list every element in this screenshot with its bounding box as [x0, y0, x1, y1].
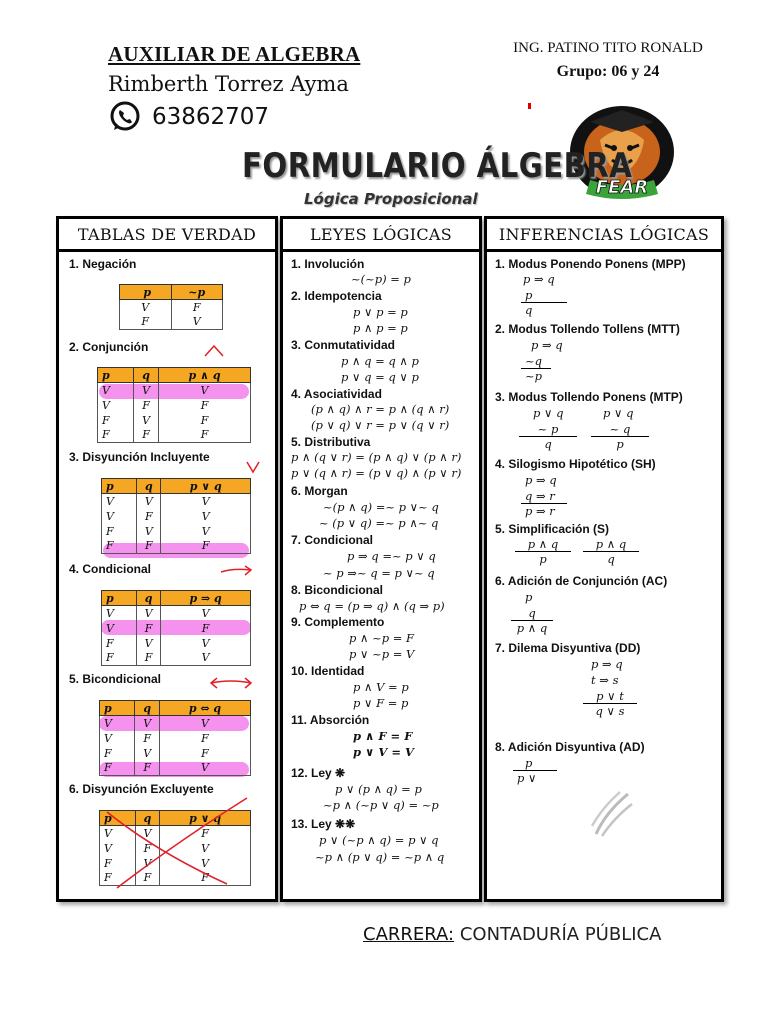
page-subtitle: Lógica Proposicional	[304, 190, 478, 208]
table-header: q	[136, 591, 160, 606]
fraction	[521, 489, 567, 518]
annotation-arrow	[219, 564, 255, 578]
conclusion: q	[521, 302, 567, 317]
formula: p ∨ (p ∧ q) = p	[335, 782, 422, 796]
contact-row	[108, 100, 408, 134]
inference-conjunction-addition: 6. Adición de Conjunción (AC)	[495, 574, 668, 588]
conditional-table	[101, 590, 251, 666]
table-cell: V	[136, 636, 160, 651]
formula: p ∨ q	[603, 406, 634, 420]
formula: ~ (p ∨ q) =~ p ∧~ q	[319, 516, 439, 530]
table-header: p ∨ q	[160, 811, 251, 826]
table-cell: F	[160, 871, 251, 886]
table-cell: F	[135, 871, 160, 886]
table-header: p	[102, 591, 137, 606]
premise: p ∨ t	[596, 689, 624, 703]
table-cell: V	[136, 606, 160, 621]
premise: p ∧ q	[527, 537, 559, 551]
formula: p ∨ q = q ∨ p	[341, 370, 419, 384]
table-cell: V	[98, 398, 134, 413]
table-header: p ∨ q	[161, 479, 251, 494]
formula: ~(p ∧ q) =~ p ∨~ q	[323, 500, 439, 514]
table-cell: V	[137, 494, 161, 509]
fraction	[513, 756, 557, 785]
instructor-name: ING. PATINO TITO RONALD	[513, 40, 703, 56]
formula: p ∨ (q ∧ r) = (p ∨ q) ∧ (p ∨ r)	[291, 466, 462, 480]
inference-simplification: 5. Simplificación (S)	[495, 522, 610, 536]
formula: ~p ∧ (~p ∨ q) = ~p	[323, 798, 439, 812]
page-title: FORMULARIO ÁLGEBRA	[242, 146, 633, 186]
fraction	[521, 354, 551, 383]
premise: ~ q	[609, 422, 631, 436]
table-cell: V	[135, 826, 160, 841]
truth-tables-column	[56, 216, 278, 902]
conclusion: q	[583, 551, 639, 566]
law-associativity: 4. Asociatividad	[291, 387, 382, 401]
formula: p ∧ (q ∨ r) = (p ∧ q) ∨ (p ∧ r)	[291, 450, 462, 464]
table-cell: F	[137, 539, 161, 554]
conclusion: p ⇒ r	[521, 503, 567, 518]
table-header: q	[137, 479, 161, 494]
table-cell: V	[160, 856, 251, 871]
table-cell: V	[100, 826, 136, 841]
premise: ~ p	[537, 422, 559, 436]
table-header: p	[100, 701, 135, 716]
table-cell: V	[159, 761, 250, 776]
conclusion: p ∨	[513, 770, 557, 785]
table-cell: F	[159, 398, 251, 413]
formula: p ⇒ q =~ p ∨ q	[347, 549, 436, 563]
formula: p ∧ F = F	[353, 729, 413, 743]
law-13: 13. Ley ❋❋	[291, 817, 356, 831]
law-morgan: 6. Morgan	[291, 484, 348, 498]
truth-tables-body	[59, 252, 275, 899]
table-header: p ⇔ q	[159, 701, 250, 716]
table-cell: V	[135, 716, 160, 731]
table-cell: F	[98, 428, 134, 443]
table-cell: V	[120, 300, 172, 315]
section-exclusive-disjunction: 6. Disyunción Excluyente	[69, 782, 214, 796]
career-label: CARRERA:	[363, 924, 455, 945]
claw-mark-icon	[590, 790, 634, 838]
formula: p ∨ q	[533, 406, 564, 420]
law-idempotence: 2. Idempotencia	[291, 289, 382, 303]
table-cell: V	[159, 716, 250, 731]
table-cell: V	[135, 856, 160, 871]
section-conjunction: 2. Conjunción	[69, 340, 149, 354]
formula: ~(~p) = p	[351, 272, 411, 286]
inclusive-disjunction-table	[101, 478, 251, 554]
table-cell: V	[137, 524, 161, 539]
logo-text: FEAR	[595, 177, 649, 198]
conclusion: p	[515, 551, 571, 566]
logic-laws-column	[280, 216, 482, 902]
table-cell: F	[161, 621, 251, 636]
formula: t ⇒ s	[591, 673, 619, 687]
table-cell: V	[135, 746, 160, 761]
table-cell: V	[102, 621, 137, 636]
formula: p ∧ V = p	[353, 680, 409, 694]
inference-mpp: 1. Modus Ponendo Ponens (MPP)	[495, 257, 686, 271]
conclusion: p ∧ q	[511, 620, 553, 635]
formula: p ⇒ q	[531, 338, 563, 352]
formula: p ∨ p = p	[353, 305, 408, 319]
table-cell: F	[160, 826, 251, 841]
course-title: AUXILIAR DE ALGEBRA	[108, 42, 361, 66]
table-header: p ⇒ q	[161, 591, 251, 606]
table-cell: F	[98, 413, 134, 428]
formula: p ⇒ q	[525, 473, 557, 487]
logic-laws-body	[283, 252, 479, 899]
table-cell: F	[159, 746, 250, 761]
table-header: p	[120, 285, 172, 300]
career-line	[363, 924, 661, 945]
table-cell: F	[100, 746, 135, 761]
table-cell: F	[102, 524, 137, 539]
career-value: CONTADURÍA PÚBLICA	[454, 924, 662, 945]
formula: p ⇒ q	[523, 272, 555, 286]
law-involution: 1. Involución	[291, 257, 365, 271]
table-header: p	[100, 811, 136, 826]
table-cell: F	[136, 621, 160, 636]
fraction	[591, 422, 649, 451]
premise: q ⇒ r	[525, 489, 555, 503]
law-commutativity: 3. Conmutatividad	[291, 338, 396, 352]
conclusion: q ∨ s	[583, 703, 637, 718]
formula: p ∨ V = V	[353, 745, 414, 759]
section-inclusive-disjunction: 3. Disyunción Incluyente	[69, 450, 210, 464]
table-cell: F	[135, 731, 160, 746]
author-block	[108, 42, 408, 134]
table-cell: V	[134, 383, 159, 398]
formula: p ∧ q = q ∧ p	[341, 354, 419, 368]
fraction	[521, 288, 567, 317]
fraction	[515, 537, 571, 566]
conjunction-table	[97, 367, 251, 443]
group-label: Grupo: 06 y 24	[556, 63, 660, 80]
column-header-truth-tables: TABLAS DE VERDAD	[59, 219, 275, 252]
formula: p ⇒ q	[591, 657, 623, 671]
formula: ~ p ⇒~ q = p ∨~ q	[323, 566, 435, 580]
column-header-logic-inferences: INFERENCIAS LÓGICAS	[487, 219, 721, 252]
table-cell: V	[98, 383, 134, 398]
section-negation: 1. Negación	[69, 257, 137, 271]
table-cell: F	[134, 398, 159, 413]
formula: p ∨ F = p	[353, 696, 409, 710]
section-conditional: 4. Condicional	[69, 562, 152, 576]
premise: q	[528, 606, 536, 620]
premise: p	[525, 288, 533, 302]
table-cell: F	[102, 539, 137, 554]
table-cell: V	[159, 383, 251, 398]
table-cell: F	[137, 509, 161, 524]
conclusion: ~p	[521, 368, 551, 383]
table-cell: V	[102, 606, 137, 621]
table-cell: V	[100, 716, 135, 731]
law-12: 12. Ley ❋	[291, 766, 346, 780]
formula: p ⇔ q = (p ⇒ q) ∧ (q ⇒ p)	[299, 599, 445, 613]
law-complement: 9. Complemento	[291, 615, 385, 629]
table-cell: F	[159, 413, 251, 428]
premise: ~q	[525, 354, 542, 368]
fraction	[519, 422, 577, 451]
table-cell: V	[161, 494, 251, 509]
biconditional-table	[99, 700, 251, 776]
table-cell: V	[161, 636, 251, 651]
column-header-logic-laws: LEYES LÓGICAS	[283, 219, 479, 252]
annotation-double-arrow	[209, 676, 255, 690]
table-cell: V	[100, 841, 136, 856]
law-conditional: 7. Condicional	[291, 533, 374, 547]
conclusion: p	[591, 436, 649, 451]
law-absorption: 11. Absorción	[291, 713, 370, 727]
inference-disjunctive-addition: 8. Adición Disyuntiva (AD)	[495, 740, 645, 754]
whatsapp-icon	[108, 100, 142, 134]
annotation-wedge-and	[203, 344, 225, 358]
table-cell: F	[135, 761, 160, 776]
formula: p ∨ (~p ∧ q) = p ∨ q	[319, 833, 439, 847]
formula: (p ∧ q) ∧ r = p ∧ (q ∧ r)	[311, 402, 450, 416]
fraction	[511, 606, 553, 635]
table-cell: V	[100, 731, 135, 746]
formula: (p ∨ q) ∨ r = p ∨ (q ∨ r)	[311, 418, 450, 432]
table-cell: V	[160, 841, 251, 856]
formula: p ∧ p = p	[353, 321, 408, 335]
section-biconditional: 5. Bicondicional	[69, 672, 162, 686]
inference-dilemma: 7. Dilema Disyuntiva (DD)	[495, 641, 641, 655]
table-header: q	[135, 701, 160, 716]
negation-table	[119, 284, 223, 330]
instructor-block	[468, 40, 748, 81]
table-cell: V	[102, 494, 137, 509]
table-cell: F	[136, 651, 160, 666]
table-header: q	[135, 811, 160, 826]
table-header: p	[98, 368, 134, 383]
table-cell: F	[120, 315, 172, 330]
formula: p ∨ ~p = V	[349, 647, 415, 661]
table-header: q	[134, 368, 159, 383]
author-name: Rimberth Torrez Ayma	[108, 72, 349, 96]
table-cell: V	[161, 651, 251, 666]
table-cell: F	[159, 428, 251, 443]
formula: p	[525, 590, 533, 604]
table-cell: F	[161, 539, 251, 554]
table-cell: V	[161, 509, 251, 524]
table-cell: F	[135, 841, 160, 856]
inference-mtp: 3. Modus Tollendo Ponens (MTP)	[495, 390, 683, 404]
table-cell: V	[161, 606, 251, 621]
annotation-wedge-or	[245, 460, 261, 474]
formula: p ∧ ~p = F	[349, 631, 415, 645]
table-cell: F	[171, 300, 223, 315]
inference-mtt: 2. Modus Tollendo Tollens (MTT)	[495, 322, 680, 336]
table-cell: F	[159, 731, 250, 746]
conclusion: q	[519, 436, 577, 451]
table-cell: F	[134, 428, 159, 443]
phone-number: 63862707	[152, 104, 270, 130]
law-biconditional: 8. Bicondicional	[291, 583, 384, 597]
table-cell: F	[102, 651, 137, 666]
law-distributive: 5. Distributiva	[291, 435, 371, 449]
table-header: p	[102, 479, 137, 494]
table-cell: V	[102, 509, 137, 524]
inference-sh: 4. Silogismo Hipotético (SH)	[495, 457, 656, 471]
table-cell: F	[100, 871, 136, 886]
law-identity: 10. Identidad	[291, 664, 365, 678]
fraction	[583, 689, 637, 718]
table-header: p ∧ q	[159, 368, 251, 383]
table-cell: V	[161, 524, 251, 539]
premise: p	[525, 756, 533, 770]
formula: ~p ∧ (p ∨ q) = ~p ∧ q	[315, 850, 445, 864]
fraction	[583, 537, 639, 566]
table-cell: V	[171, 315, 223, 330]
table-cell: F	[102, 636, 137, 651]
annotation-cross-out	[97, 792, 257, 892]
table-cell: F	[100, 856, 136, 871]
premise: p ∧ q	[595, 537, 627, 551]
table-cell: F	[100, 761, 135, 776]
table-cell: V	[134, 413, 159, 428]
red-mark	[528, 103, 531, 109]
table-header: ~p	[171, 285, 223, 300]
